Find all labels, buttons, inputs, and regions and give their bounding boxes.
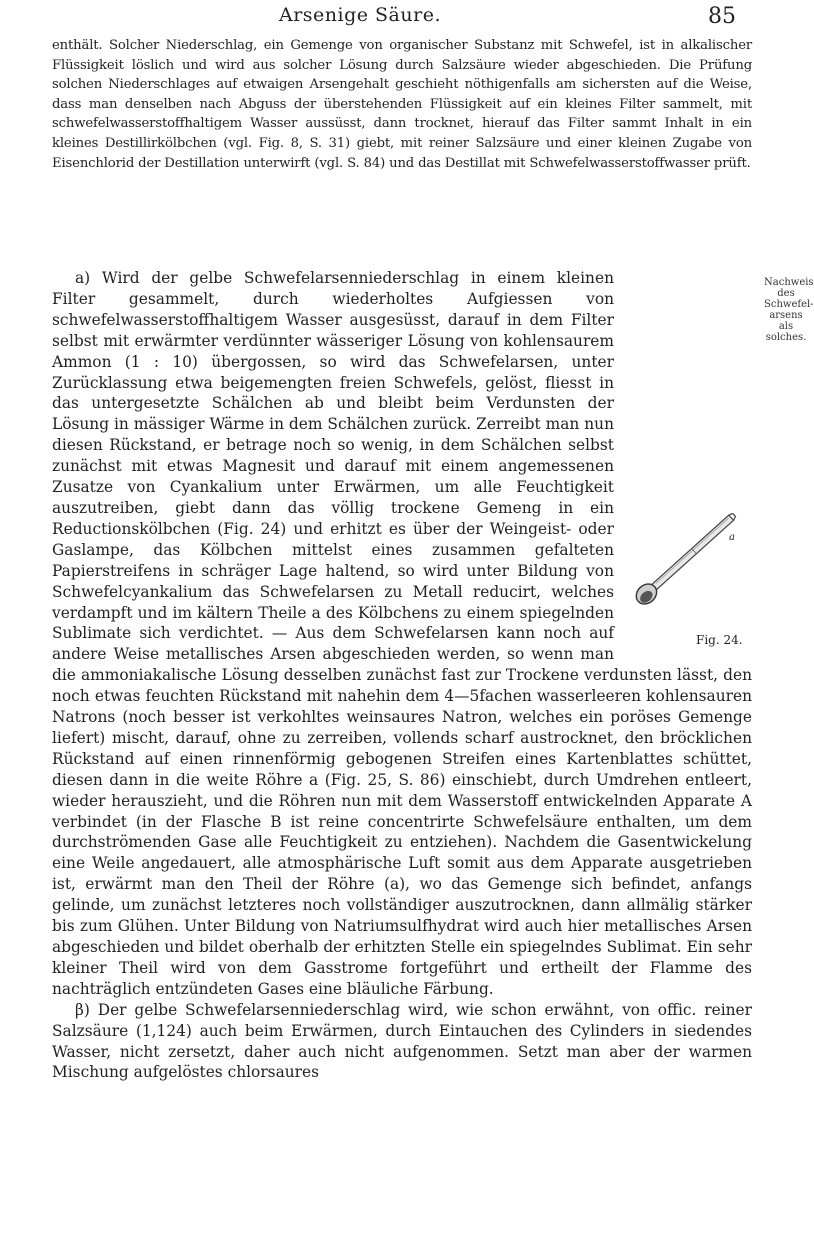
main-text	[52, 268, 752, 1083]
figure-caption: Fig. 24.	[696, 633, 743, 647]
reduction-flask-icon	[622, 488, 752, 648]
intro-block	[52, 36, 752, 173]
intro-paragraph: enthält. Solcher Niederschlag, ein Gemenge von organischer Substanz mit Schwefel, ist in alkalischer Flüssigkeit löslich und wird aus solcher Lösung durch Salzsäure wieder abgeschieden. Die Prüfung solchen Niederschlages auf etwaigen Arsengehalt geschieht nöthigenfalls am sichersten auf die Weise, dass man denselben nach Abguss der überstehenden Flüssigkeit auf ein kleines Filter sammelt, mit schwefelwasserstoffhaltigem Wasser aussüsst, dann trocknet, hierauf das Filter sammt Inhalt in ein kleines Destillirkölbchen (vgl. Fig. 8, S. 31) giebt, mit reiner Salzsäure und einer kleinen Zugabe von Eisenchlorid der Destillation unterwirft (vgl. S. 84) und das Destillat mit Schwefelwasserstoffwasser prüft.	[52, 38, 752, 171]
paragraph-alpha: a) Wird der gelbe Schwefelarsenniederschlag in einem kleinen Filter gesammelt, durch wiederholtes Aufgiessen von schwefelwasserstoffhaltigem Wasser ausgesüsst, darauf in dem Filter selbst mit erwärmter verdünnter wässeriger Lösung von kohlensaurem Ammon (1 : 10) übergossen, so wird das Schwefelarsen, unter Zurücklassung etwa beigemengten freien Schwefels, gelöst, fliesst in das untergesetzte Schälchen ab und bleibt beim Verdunsten der Lösung in mässiger Wärme in dem Schälchen zurück. Zerreibt man nun diesen Rückstand, er betrage noch so wenig, in dem Schälchen selbst zunächst mit etwas Magnesit und darauf mit einem angemessenen Zusatze von Cyankalium unter Erwärmen, um alle Feuchtigkeit auszutreiben, giebt dann das völlig trockene Gemeng in ein Reductionskölbchen (Fig. 24) und erhitzt es über der Weingeist- oder Gaslampe, das Kölbchen mittelst eines zusammen gefalteten Papierstreifens in schräger Lage haltend, so wird unter Bildung von Schwefelcyankalium das Schwefelarsen zu Metall reducirt, welches verdampft und im kältern Theile a des Kölbchens zu einem spiegelnden Sublimate sich verdichtet. — Aus dem Schwefelarsen kann noch auf andere Weise metallisches Arsen abgeschieden werden, so wenn man die ammoniakalische Lösung desselben zunächst fast zur Trockene verdunsten lässt, den noch etwas feuchten Rückstand mit nahehin dem 4—5fachen wasserleeren kohlensauren Natrons (noch besser ist verkohltes weinsaures Natron, welches ein poröses Gemenge liefert) mischt, darauf, ohne zu zerreiben, vollends scharf austrocknet, den bröcklichen Rückstand auf einen rinnenförmig gebogenen Streifen eines Kartenblattes schüttet, diesen dann in die weite Röhre a (Fig. 25, S. 86) einschiebt, durch Umdrehen entleert, wieder herauszieht, und die Röhren nun mit dem Wasserstoff entwickelnden Apparate A verbindet (in der Flasche B ist reine concentrirte Schwefelsäure enthalten, um dem durchströmenden Gase alle Feuchtigkeit zu entziehen). Nachdem die Gasentwickelung eine Weile angedauert, alle atmosphärische Luft somit aus dem Apparate ausgetrieben ist, erwärmt man den Theil der Röhre (a), wo das Gemenge sich befindet, anfangs gelinde, um zunächst letzteres noch vollständiger auszutrocknen, dann allmälig stärker bis zum Glühen. Unter Bildung von Natriumsulfhydrat wird auch hier metallisches Arsen abgeschieden und bildet oberhalb der erhitzten Stelle ein spiegelndes Sublimat. Ein sehr kleiner Theil wird von dem Gasstrome fortgeführt und ertheilt der Flamme des nachträglich entzündeten Gases eine bläuliche Färbung.	[52, 269, 752, 998]
paragraph-beta: β) Der gelbe Schwefelarsenniederschlag wird, wie schon erwähnt, von offic. reiner Salzsäure (1,124) auch beim Erwärmen, durch Eintauchen des Cylinders in siedendes Wasser, nicht zersetzt, daher auch nicht aufgenommen. Setzt man aber der warmen Mischung aufgelöstes chlorsaures	[52, 1000, 752, 1082]
page-header	[0, 4, 800, 34]
margin-note: Nachweis des Schwefel-arsens als solches.	[764, 277, 814, 343]
figure-24	[622, 488, 752, 650]
figure-label-a: a	[729, 532, 735, 543]
page-number: 85	[708, 4, 736, 29]
running-title: Arsenige Säure.	[278, 4, 441, 26]
